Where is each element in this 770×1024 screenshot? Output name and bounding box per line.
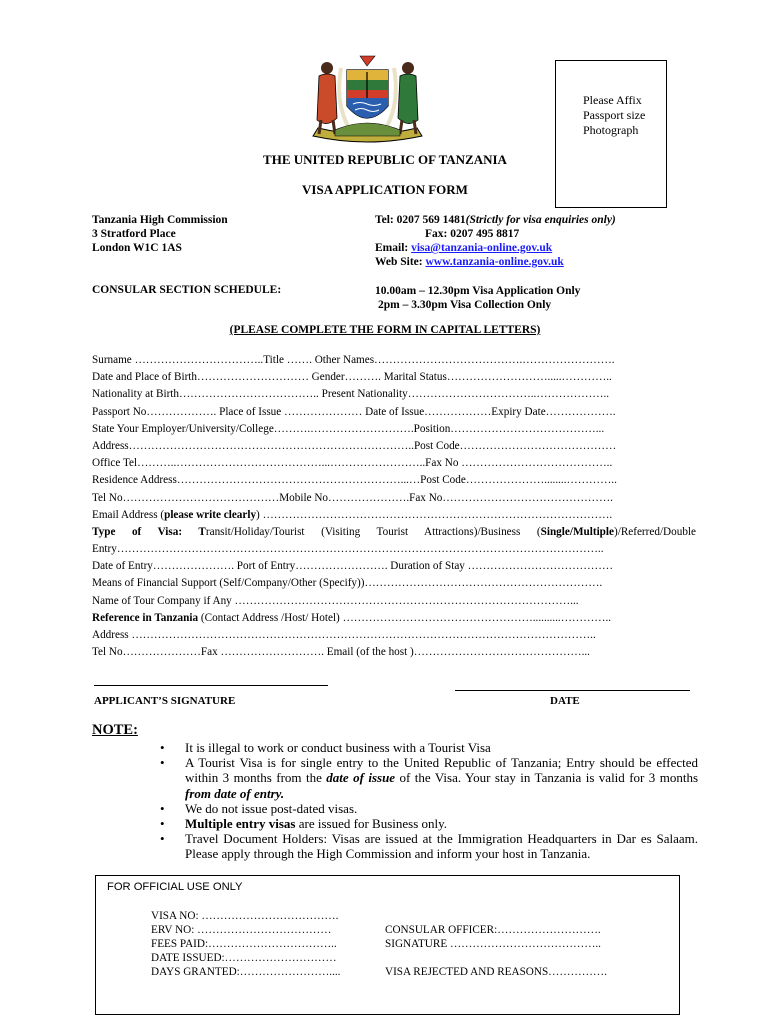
tour-company-field[interactable]: Name of Tour Company if Any ………………………………………………………………………………... xyxy=(92,594,579,607)
photo-box-line: Passport size xyxy=(583,108,646,122)
note-item xyxy=(160,801,698,816)
visa-no-field: VISA NO: ………………………………. xyxy=(151,910,339,922)
note-emphasis: date of issue xyxy=(326,770,396,786)
bullet-icon: • xyxy=(160,740,165,755)
schedule-label: CONSULAR SECTION SCHEDULE: xyxy=(92,284,282,296)
coat-of-arms-emblem xyxy=(305,48,430,148)
schedule-line: 10.00am – 12.30pm Visa Application Only xyxy=(375,285,581,297)
note-text: A Tourist Visa is for single entry to the United Republic of Tanzania; Entry should be effected within 3 months from the xyxy=(185,755,698,786)
consular-officer-field: CONSULAR OFFICER:………………………. xyxy=(385,924,601,936)
financial-support-field[interactable]: Means of Financial Support (Self/Company/Other (Specify))………………………………………………………. xyxy=(92,577,603,590)
note-text: of the Visa. Your stay in Tanzania is valid for 3 months xyxy=(395,770,698,786)
email-line xyxy=(375,241,616,255)
notes-list xyxy=(160,740,698,862)
country-title: THE UNITED REPUBLIC OF TANZANIA xyxy=(263,152,507,167)
email-field-label: Email Address ( xyxy=(92,508,165,521)
date-label: DATE xyxy=(550,695,580,707)
note-text: We do not issue post-dated visas. xyxy=(185,800,358,816)
address-line: Tanzania High Commission xyxy=(92,214,228,226)
applicant-signature-label: APPLICANT’S SIGNATURE xyxy=(94,695,236,707)
reference-rest: (Contact Address /Host/ Hotel) ……………………………………………..........………….. xyxy=(198,611,612,624)
website-link[interactable]: www.tanzania-online.gov.uk xyxy=(425,256,564,268)
official-left-column xyxy=(151,909,340,979)
note-emphasis: from date of entry. xyxy=(185,785,285,801)
email-field[interactable] xyxy=(92,507,696,524)
note-text: Travel Document Holders: Visas are issued at the Immigration Headquarters in Dar es Salaam. Please apply through the High Commission and inform your host in Tanzania. xyxy=(185,831,698,862)
form-title: VISA APPLICATION FORM xyxy=(302,182,468,197)
reference-field[interactable] xyxy=(92,610,696,627)
bullet-icon: • xyxy=(160,816,165,832)
schedule-times xyxy=(375,284,580,312)
date-of-entry-field[interactable]: Date of Entry…………………. Port of Entry……………………. Duration of Stay ………………………………… xyxy=(92,560,614,573)
visa-type-entry-options: Single/Multiple xyxy=(540,525,614,538)
birth-field[interactable]: Date and Place of Birth………………………… Gender………. Marital Status……………………….....………….. xyxy=(92,371,612,384)
office-address xyxy=(92,213,228,255)
signature-field: SIGNATURE ………………………………….. xyxy=(385,938,601,950)
photo-box-line: Please Affix xyxy=(583,93,642,107)
erv-no-field: ERV NO: ……………………………… xyxy=(151,924,332,936)
note-text: It is illegal to work or conduct business with a Tourist Visa xyxy=(185,740,491,755)
telephone-note: (Strictly for visa enquiries only) xyxy=(465,214,616,226)
passport-field[interactable]: Passport No………………. Place of Issue ………………… Date of Issue………………Expiry Date………………. xyxy=(92,405,616,418)
residence-field[interactable]: Residence Address……………………………………………………...…Post Code…………………........………….. xyxy=(92,474,617,487)
email-label: Email: xyxy=(375,242,412,254)
visa-type-field[interactable] xyxy=(92,524,696,541)
tel-field[interactable]: Tel No……………………………………Mobile No………………….Fax No………………………………………. xyxy=(92,491,613,504)
date-signature-line[interactable] xyxy=(455,690,690,691)
nationality-field[interactable]: Nationality at Birth……………………………….. Present Nationality……………………………..……………….. xyxy=(92,388,610,401)
official-use-box xyxy=(95,875,680,1015)
visa-type-options: ransit/Holiday/Tourist (Visiting Tourist Attractions)/Business ( xyxy=(205,525,541,538)
employer-field[interactable]: State Your Employer/University/College……….……………………….Position…………………………………... xyxy=(92,422,605,435)
application-fields xyxy=(92,352,696,661)
bullet-icon: • xyxy=(160,800,165,816)
applicant-signature-line[interactable] xyxy=(94,685,328,686)
email-link[interactable]: visa@tanzania-online.gov.uk xyxy=(411,242,553,254)
capital-letters-instruction: (PLEASE COMPLETE THE FORM IN CAPITAL LETTERS) xyxy=(229,324,541,336)
date-issued-field: DATE ISSUED:………………………… xyxy=(151,952,337,964)
visa-type-options-end: )/Referred/Double xyxy=(613,525,696,538)
days-granted-field: DAYS GRANTED:…………………….... xyxy=(151,966,341,978)
note-emphasis: Multiple entry visas xyxy=(185,816,296,832)
address-line: 3 Stratford Place xyxy=(92,228,176,240)
host-address-field[interactable]: Address …………………………………………………………………………………………………………….. xyxy=(92,629,596,641)
note-item xyxy=(160,816,698,831)
surname-field[interactable]: Surname ……………………………..Title ……. Other Names………………………………….……………………. xyxy=(92,354,615,366)
note-item xyxy=(160,740,698,755)
note-item xyxy=(160,831,698,861)
official-use-heading: FOR OFFICIAL USE ONLY xyxy=(107,881,243,893)
fees-paid-field: FEES PAID:…………………………….. xyxy=(151,938,337,950)
email-field-dots: ) …………………………………………………………………………………. xyxy=(256,508,613,521)
note-item xyxy=(160,755,698,801)
visa-type-label: Type of Visa: T xyxy=(92,525,206,538)
photo-box-line: Photograph xyxy=(583,123,639,137)
office-contact xyxy=(375,213,616,269)
office-tel-field[interactable]: Office Tel………..…………………………………...……………………..Fax No ………………………………….. xyxy=(92,457,613,470)
host-tel-field[interactable]: Tel No…………………Fax ………………………. Email (of the host )………………………………………... xyxy=(92,646,590,659)
address-field[interactable]: Address…………………………………………………………………..Post Code…………………………………… xyxy=(92,439,617,452)
rejection-reasons-field: VISA REJECTED AND REASONS……………. xyxy=(385,966,607,978)
bullet-icon: • xyxy=(160,831,165,847)
note-heading: NOTE: xyxy=(92,722,138,738)
fax-line: Fax: 0207 495 8817 xyxy=(425,228,520,240)
email-field-note: please write clearly xyxy=(164,508,257,521)
address-line: London W1C 1AS xyxy=(92,242,182,254)
note-text: are issued for Business only. xyxy=(295,816,448,832)
website-line xyxy=(375,255,616,269)
website-label: Web Site: xyxy=(375,256,426,268)
schedule-line: 2pm – 3.30pm Visa Collection Only xyxy=(378,299,552,311)
telephone-line xyxy=(375,213,616,227)
bullet-icon: • xyxy=(160,755,165,771)
entry-field[interactable]: Entry………………………………………………………………………………………………………………….. xyxy=(92,543,604,556)
telephone-label: Tel: 0207 569 1481 xyxy=(375,214,466,226)
reference-label: Reference in Tanzania xyxy=(92,611,199,624)
